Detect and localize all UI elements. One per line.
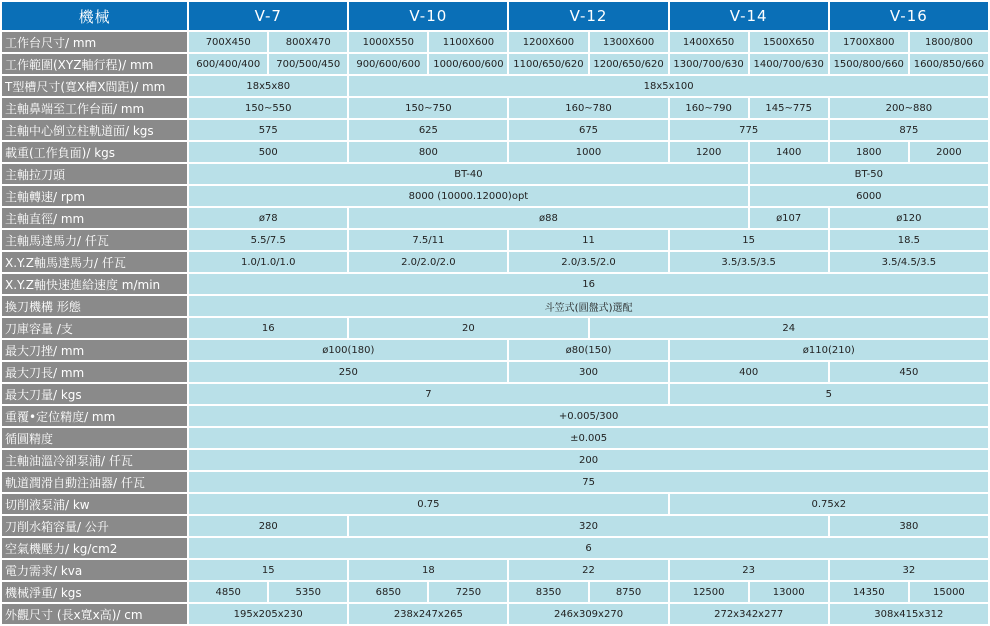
spec-value: 18x5x100 xyxy=(349,76,988,96)
header-corner: 機械 xyxy=(2,2,187,30)
spec-value: 8000 (10000.12000)opt xyxy=(189,186,747,206)
spec-value: 13000 xyxy=(750,582,828,602)
spec-value: 16 xyxy=(189,318,347,338)
spec-body xyxy=(2,32,988,624)
spec-row xyxy=(2,516,988,536)
spec-value: 1.0/1.0/1.0 xyxy=(189,252,347,272)
model-header: V-7 xyxy=(189,2,347,30)
model-header: V-12 xyxy=(509,2,667,30)
spec-value: 15000 xyxy=(910,582,988,602)
spec-row xyxy=(2,252,988,272)
spec-value: 5350 xyxy=(269,582,347,602)
spec-value: ø78 xyxy=(189,208,347,228)
spec-value: 700X450 xyxy=(189,32,267,52)
spec-label: 主軸油溫冷卻泵浦/ 仟瓦 xyxy=(2,450,187,470)
spec-value: 150~750 xyxy=(349,98,507,118)
spec-value: 200~880 xyxy=(830,98,988,118)
spec-row xyxy=(2,98,988,118)
spec-value: 24 xyxy=(590,318,989,338)
spec-value: 320 xyxy=(349,516,827,536)
spec-label: 工作台尺寸/ mm xyxy=(2,32,187,52)
spec-value: 12500 xyxy=(670,582,748,602)
spec-value: 75 xyxy=(189,472,988,492)
spec-value: +0.005/300 xyxy=(189,406,988,426)
spec-value: 18 xyxy=(349,560,507,580)
spec-value: BT-50 xyxy=(750,164,988,184)
spec-value: 1300X600 xyxy=(590,32,668,52)
spec-value: 1000X550 xyxy=(349,32,427,52)
spec-value: 15 xyxy=(189,560,347,580)
spec-row xyxy=(2,208,988,228)
spec-value: 0.75x2 xyxy=(670,494,988,514)
spec-label: 機械淨重/ kgs xyxy=(2,582,187,602)
spec-value: ø80(150) xyxy=(509,340,667,360)
spec-label: X.Y.Z軸快速進給速度 m/min xyxy=(2,274,187,294)
spec-label: 工作範圍(XYZ軸行程)/ mm xyxy=(2,54,187,74)
spec-row xyxy=(2,32,988,52)
spec-row xyxy=(2,186,988,206)
spec-label: 最大刀挫/ mm xyxy=(2,340,187,360)
spec-label: 主軸轉速/ rpm xyxy=(2,186,187,206)
spec-value: 800 xyxy=(349,142,507,162)
spec-value: 1700X800 xyxy=(830,32,908,52)
spec-value: 308x415x312 xyxy=(830,604,988,624)
spec-value: ø110(210) xyxy=(670,340,988,360)
spec-row xyxy=(2,560,988,580)
spec-value: 32 xyxy=(830,560,988,580)
spec-value: 16 xyxy=(189,274,988,294)
spec-value: 600/400/400 xyxy=(189,54,267,74)
spec-value: 875 xyxy=(830,120,988,140)
spec-label: 外觀尺寸 (長x寬x高)/ cm xyxy=(2,604,187,624)
spec-value: 775 xyxy=(670,120,828,140)
spec-value: 238x247x265 xyxy=(349,604,507,624)
spec-value: 18.5 xyxy=(830,230,988,250)
spec-label: 最大刀長/ mm xyxy=(2,362,187,382)
spec-row xyxy=(2,230,988,250)
spec-value: 300 xyxy=(509,362,667,382)
spec-row xyxy=(2,604,988,624)
spec-value: 7 xyxy=(189,384,667,404)
spec-value: 5.5/7.5 xyxy=(189,230,347,250)
spec-row xyxy=(2,428,988,448)
spec-value: 20 xyxy=(349,318,587,338)
spec-value: 1800 xyxy=(830,142,908,162)
spec-value: 400 xyxy=(670,362,828,382)
spec-value: 1500X650 xyxy=(750,32,828,52)
spec-value: 1400 xyxy=(750,142,828,162)
spec-value: ø100(180) xyxy=(189,340,507,360)
spec-row xyxy=(2,76,988,96)
header-row xyxy=(2,2,988,30)
spec-label: 載重(工作負面)/ kgs xyxy=(2,142,187,162)
spec-label: 循圓精度 xyxy=(2,428,187,448)
spec-value: 1000/600/600 xyxy=(429,54,507,74)
model-header: V-16 xyxy=(830,2,988,30)
spec-row xyxy=(2,274,988,294)
spec-value: 280 xyxy=(189,516,347,536)
spec-value: 6000 xyxy=(750,186,988,206)
spec-label: 最大刀量/ kgs xyxy=(2,384,187,404)
spec-label: 主軸中心倒立柱軌道面/ kgs xyxy=(2,120,187,140)
spec-value: 1100/650/620 xyxy=(509,54,587,74)
spec-value: 7250 xyxy=(429,582,507,602)
spec-row xyxy=(2,538,988,558)
spec-label: X.Y.Z軸馬達馬力/ 仟瓦 xyxy=(2,252,187,272)
spec-value: 4850 xyxy=(189,582,267,602)
spec-row xyxy=(2,54,988,74)
spec-value: 3.5/4.5/3.5 xyxy=(830,252,988,272)
spec-label: 重覆•定位精度/ mm xyxy=(2,406,187,426)
spec-label: 主軸鼻端至工作台面/ mm xyxy=(2,98,187,118)
spec-value: 6850 xyxy=(349,582,427,602)
spec-value: 575 xyxy=(189,120,347,140)
spec-value: 8750 xyxy=(590,582,668,602)
spec-value: 900/600/600 xyxy=(349,54,427,74)
spec-value: 625 xyxy=(349,120,507,140)
spec-value: BT-40 xyxy=(189,164,747,184)
spec-value: 1600/850/660 xyxy=(910,54,988,74)
spec-row xyxy=(2,406,988,426)
spec-value: ø120 xyxy=(830,208,988,228)
spec-value: 700/500/450 xyxy=(269,54,347,74)
spec-row xyxy=(2,318,988,338)
spec-value: ø107 xyxy=(750,208,828,228)
spec-row xyxy=(2,450,988,470)
spec-value: 145~775 xyxy=(750,98,828,118)
spec-label: 刀庫容量 /支 xyxy=(2,318,187,338)
spec-value: 1000 xyxy=(509,142,667,162)
spec-value: 3.5/3.5/3.5 xyxy=(670,252,828,272)
spec-row xyxy=(2,472,988,492)
spec-value: ±0.005 xyxy=(189,428,988,448)
spec-value: 1200X600 xyxy=(509,32,587,52)
model-header: V-10 xyxy=(349,2,507,30)
spec-value: 1400/700/630 xyxy=(750,54,828,74)
spec-value: 14350 xyxy=(830,582,908,602)
spec-value: 150~550 xyxy=(189,98,347,118)
spec-value: 1200 xyxy=(670,142,748,162)
spec-label: 切削液泵浦/ kw xyxy=(2,494,187,514)
spec-row xyxy=(2,296,988,316)
spec-value: 800X470 xyxy=(269,32,347,52)
spec-value: 6 xyxy=(189,538,988,558)
spec-value: 272x342x277 xyxy=(670,604,828,624)
spec-value: 250 xyxy=(189,362,507,382)
spec-row xyxy=(2,120,988,140)
spec-value: 1200/650/620 xyxy=(590,54,668,74)
spec-value: 1800/800 xyxy=(910,32,988,52)
spec-label: 主軸直徑/ mm xyxy=(2,208,187,228)
spec-value: 675 xyxy=(509,120,667,140)
spec-row xyxy=(2,582,988,602)
spec-label: 電力需求/ kva xyxy=(2,560,187,580)
spec-value: 1400X650 xyxy=(670,32,748,52)
spec-value: 1500/800/660 xyxy=(830,54,908,74)
spec-value: 22 xyxy=(509,560,667,580)
spec-value: 500 xyxy=(189,142,347,162)
spec-value: 246x309x270 xyxy=(509,604,667,624)
spec-label: 主軸馬達馬力/ 仟瓦 xyxy=(2,230,187,250)
spec-value: 11 xyxy=(509,230,667,250)
spec-value: 195x205x230 xyxy=(189,604,347,624)
spec-label: 軌道潤滑自動注油器/ 仟瓦 xyxy=(2,472,187,492)
spec-value: 450 xyxy=(830,362,988,382)
spec-row xyxy=(2,362,988,382)
spec-row xyxy=(2,142,988,162)
spec-value: 0.75 xyxy=(189,494,667,514)
spec-value: 2000 xyxy=(910,142,988,162)
spec-label: 主軸拉刀頭 xyxy=(2,164,187,184)
spec-label: 刀削水箱容量/ 公升 xyxy=(2,516,187,536)
spec-value: ø88 xyxy=(349,208,747,228)
spec-value: 160~790 xyxy=(670,98,748,118)
spec-value: 5 xyxy=(670,384,988,404)
spec-value: 380 xyxy=(830,516,988,536)
spec-row xyxy=(2,384,988,404)
spec-label: 空氣機壓力/ kg/cm2 xyxy=(2,538,187,558)
spec-value: 160~780 xyxy=(509,98,667,118)
model-header: V-14 xyxy=(670,2,828,30)
spec-row xyxy=(2,340,988,360)
spec-value: 斗笠式(圓盤式)選配 xyxy=(189,296,988,316)
spec-value: 8350 xyxy=(509,582,587,602)
spec-value: 7.5/11 xyxy=(349,230,507,250)
spec-value: 2.0/2.0/2.0 xyxy=(349,252,507,272)
spec-value: 23 xyxy=(670,560,828,580)
spec-value: 2.0/3.5/2.0 xyxy=(509,252,667,272)
spec-value: 200 xyxy=(189,450,988,470)
spec-label: 換刀機構 形態 xyxy=(2,296,187,316)
spec-value: 1100X600 xyxy=(429,32,507,52)
spec-value: 18x5x80 xyxy=(189,76,347,96)
spec-row xyxy=(2,164,988,184)
spec-value: 1300/700/630 xyxy=(670,54,748,74)
spec-label: T型槽尺寸(寬X槽X間距)/ mm xyxy=(2,76,187,96)
spec-value: 15 xyxy=(670,230,828,250)
spec-row xyxy=(2,494,988,514)
